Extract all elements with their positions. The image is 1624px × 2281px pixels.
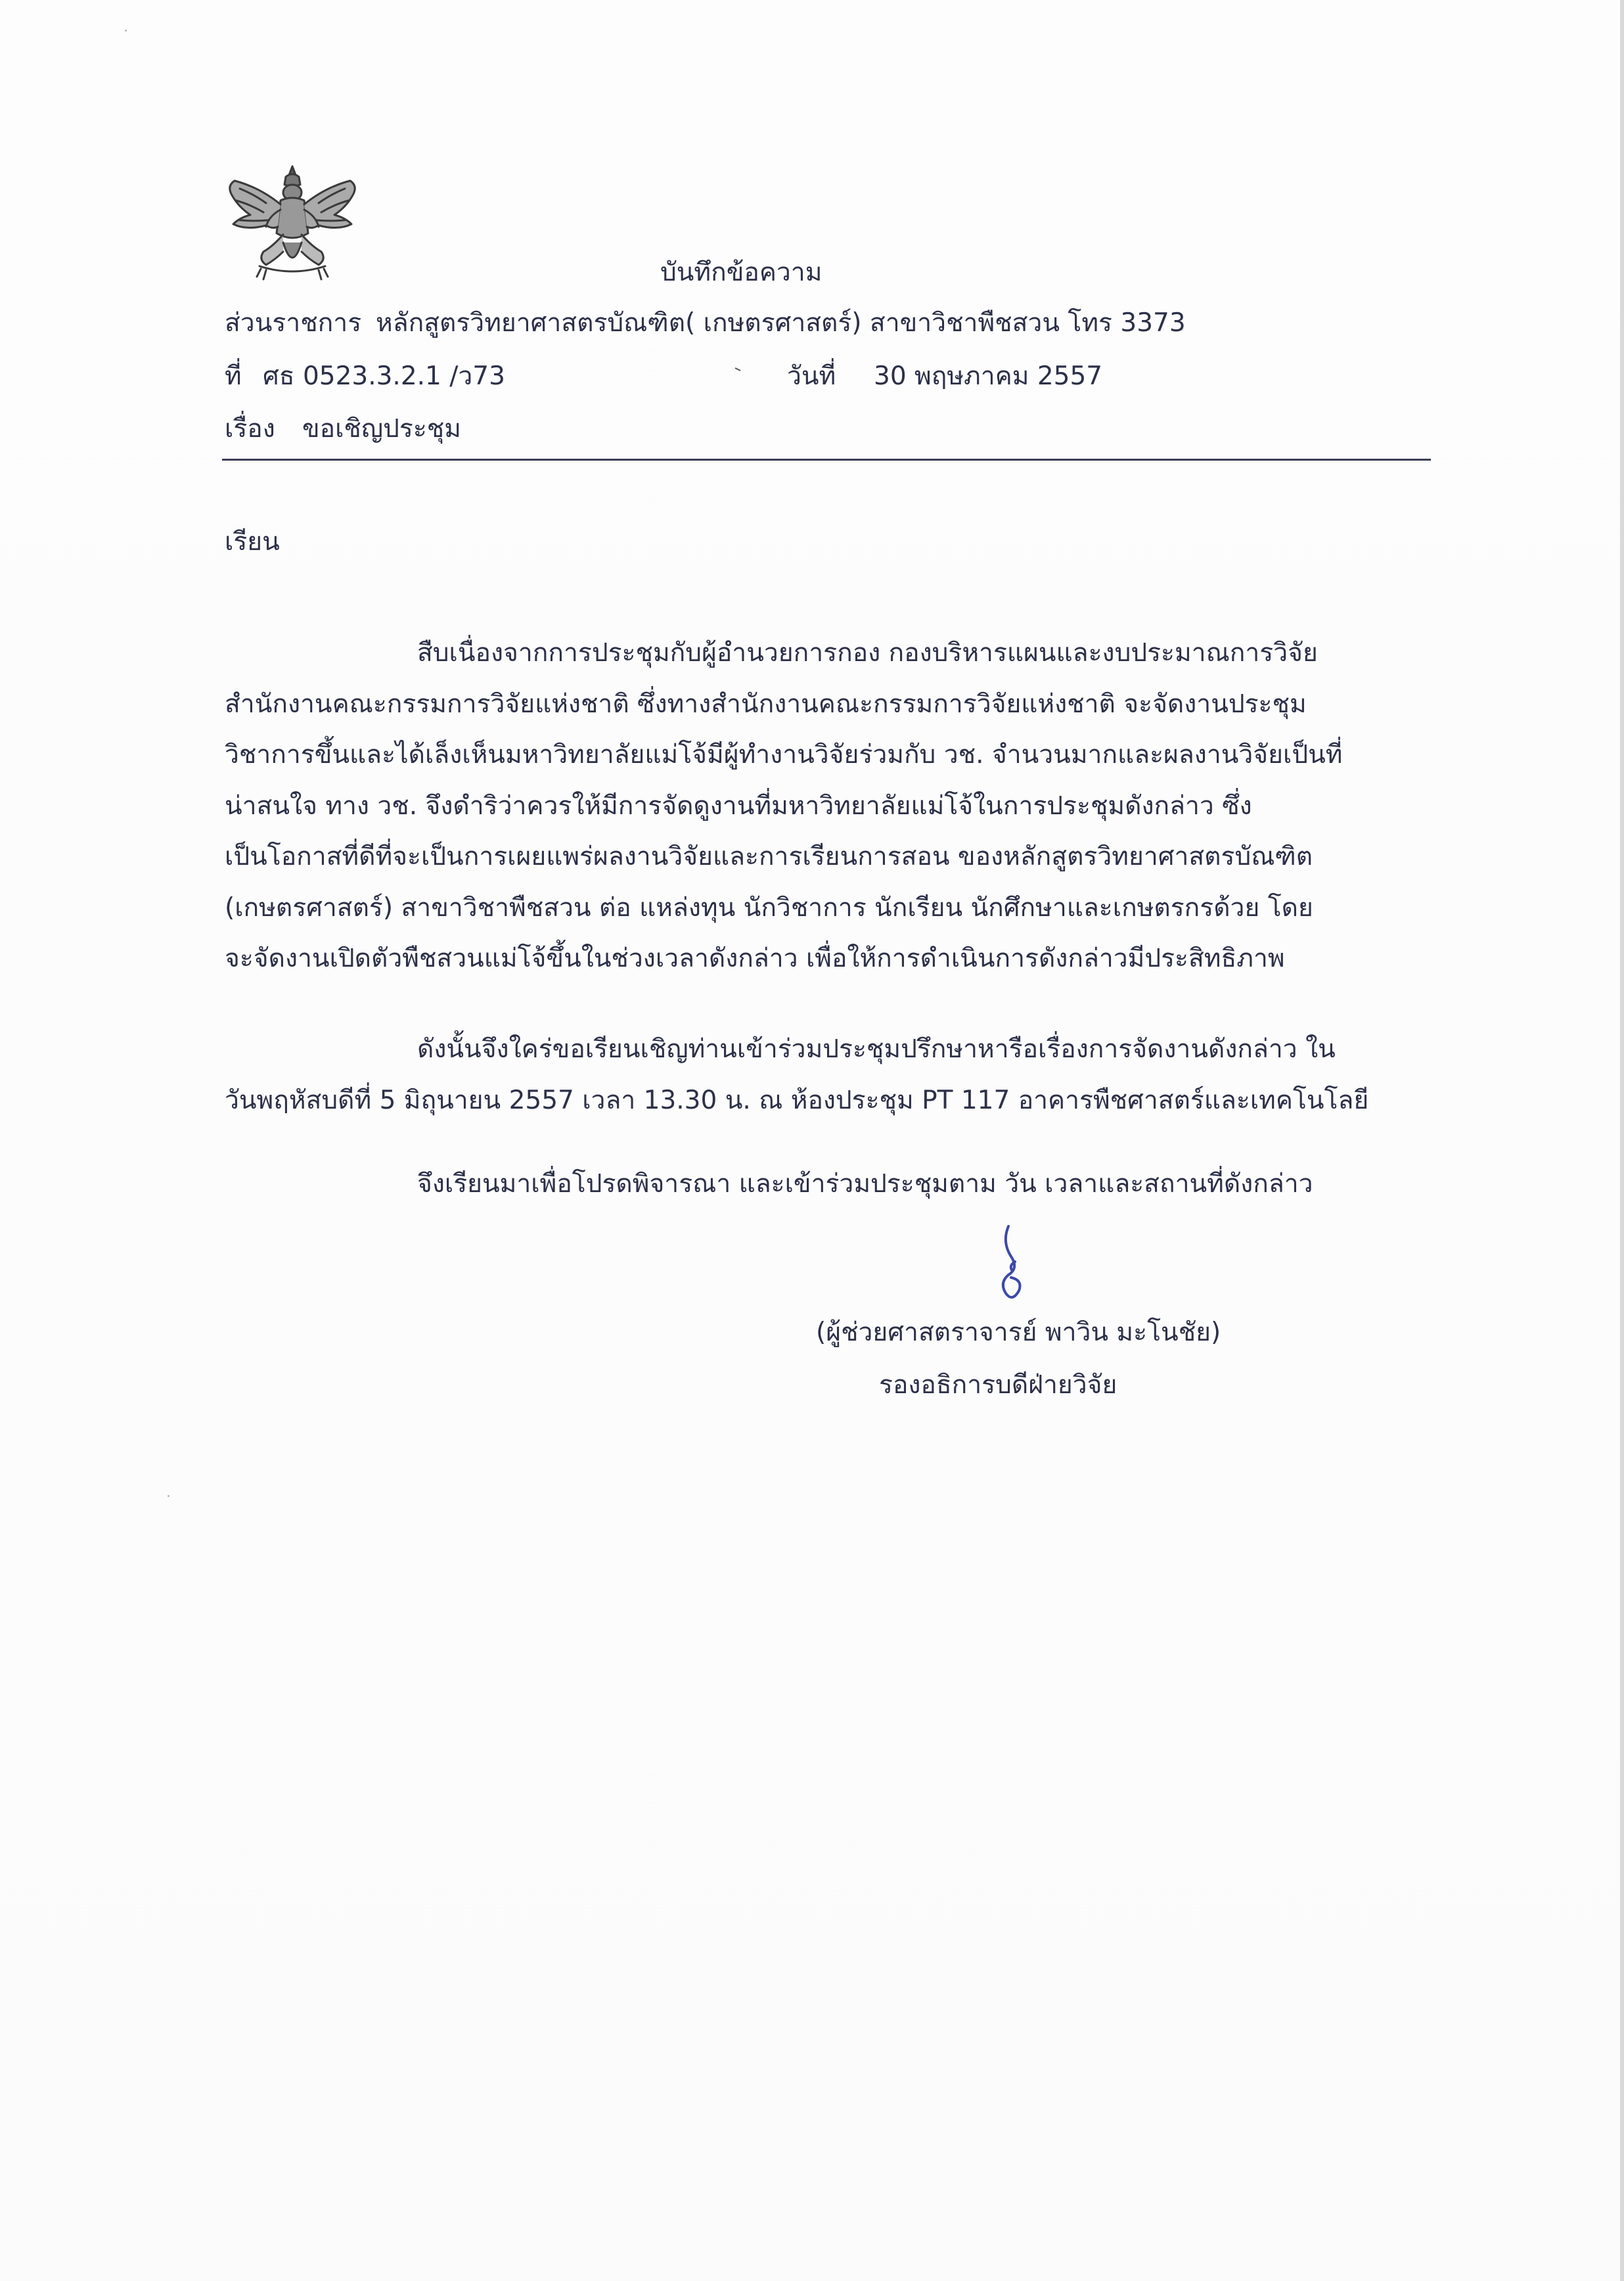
subject-value: ขอเชิญประชุม — [302, 414, 461, 444]
scan-edge — [1620, 0, 1624, 2281]
body-paragraph-1-line: สำนักงานคณะกรรมการวิจัยแห่งชาติ ซึ่งทางสำนักงานคณะกรรมการวิจัยแห่งชาติ จะจัดงานประชุม — [225, 689, 1307, 719]
body-paragraph-1-line: น่าสนใจ ทาง วช. จึงดำริว่าควรให้มีการจัดดูงานที่มหาวิทยาลัยแม่โจ้ในการประชุมดังกล่าว ซึ่ง — [225, 791, 1252, 821]
salutation: เรียน — [225, 527, 280, 557]
department-label: ส่วนราชการ — [225, 308, 362, 338]
reference-value: ศธ 0523.3.2.1 /ว73 — [263, 361, 505, 391]
department-value: หลักสูตรวิทยาศาสตรบัณฑิต( เกษตรศาสตร์) สาขาวิชาพืชสวน โทร 3373 — [376, 308, 1186, 338]
memo-title: บันทึกข้อความ — [660, 258, 823, 287]
date-label: วันที่ — [787, 361, 836, 391]
handwritten-signature — [989, 1222, 1035, 1308]
scan-tick-mark — [734, 367, 741, 372]
signatory-position: รองอธิการบดีฝ่ายวิจัย — [879, 1370, 1117, 1400]
reference-label: ที่ — [225, 361, 242, 391]
signatory-name: (ผู้ช่วยศาสตราจารย์ พาวิน มะโนชัย) — [816, 1318, 1221, 1347]
body-paragraph-1-line: จะจัดงานเปิดตัวพืชสวนแม่โจ้ขึ้นในช่วงเวลาดังกล่าว เพื่อให้การดำเนินการดังกล่าวมีประสิทธิภาพ — [225, 944, 1285, 973]
closing-paragraph: จึงเรียนมาเพื่อโปรดพิจารณา และเข้าร่วมประชุมตาม วัน เวลาและสถานที่ดังกล่าว — [417, 1169, 1313, 1199]
scan-speck — [168, 1495, 169, 1497]
subject-label: เรื่อง — [225, 414, 275, 444]
body-paragraph-1-line: เป็นโอกาสที่ดีที่จะเป็นการเผยแพร่ผลงานวิจัยและการเรียนการสอน ของหลักสูตรวิทยาศาสตรบัณฑิต — [225, 842, 1313, 871]
garuda-emblem-icon — [220, 161, 365, 286]
scan-speck — [125, 30, 127, 32]
body-paragraph-2-line: ดังนั้นจึงใคร่ขอเรียนเชิญท่านเข้าร่วมประชุมปรึกษาหารือเรื่องการจัดงานดังกล่าว ใน — [417, 1034, 1336, 1064]
date-value: 30 พฤษภาคม 2557 — [874, 361, 1103, 391]
body-paragraph-1-line: (เกษตรศาสตร์) สาขาวิชาพืชสวน ต่อ แหล่งทุน นักวิชาการ นักเรียน นักศึกษาและเกษตรกรด้วย โดย — [225, 893, 1313, 923]
body-paragraph-1-line: สืบเนื่องจากการประชุมกับผู้อำนวยการกอง กองบริหารแผนและงบประมาณการวิจัย — [417, 638, 1318, 668]
body-paragraph-1-line: วิชาการขึ้นและได้เล็งเห็นมหาวิทยาลัยแม่โจ้มีผู้ทำงานวิจัยร่วมกับ วช. จำนวนมากและผลงานวิจัยเป็นที่ — [225, 740, 1343, 770]
header-divider — [222, 459, 1431, 461]
body-paragraph-2-line: วันพฤหัสบดีที่ 5 มิถุนายน 2557 เวลา 13.30 น. ณ ห้องประชุม PT 117 อาคารพืชศาสตร์และเทคโนโลยี — [225, 1086, 1369, 1115]
